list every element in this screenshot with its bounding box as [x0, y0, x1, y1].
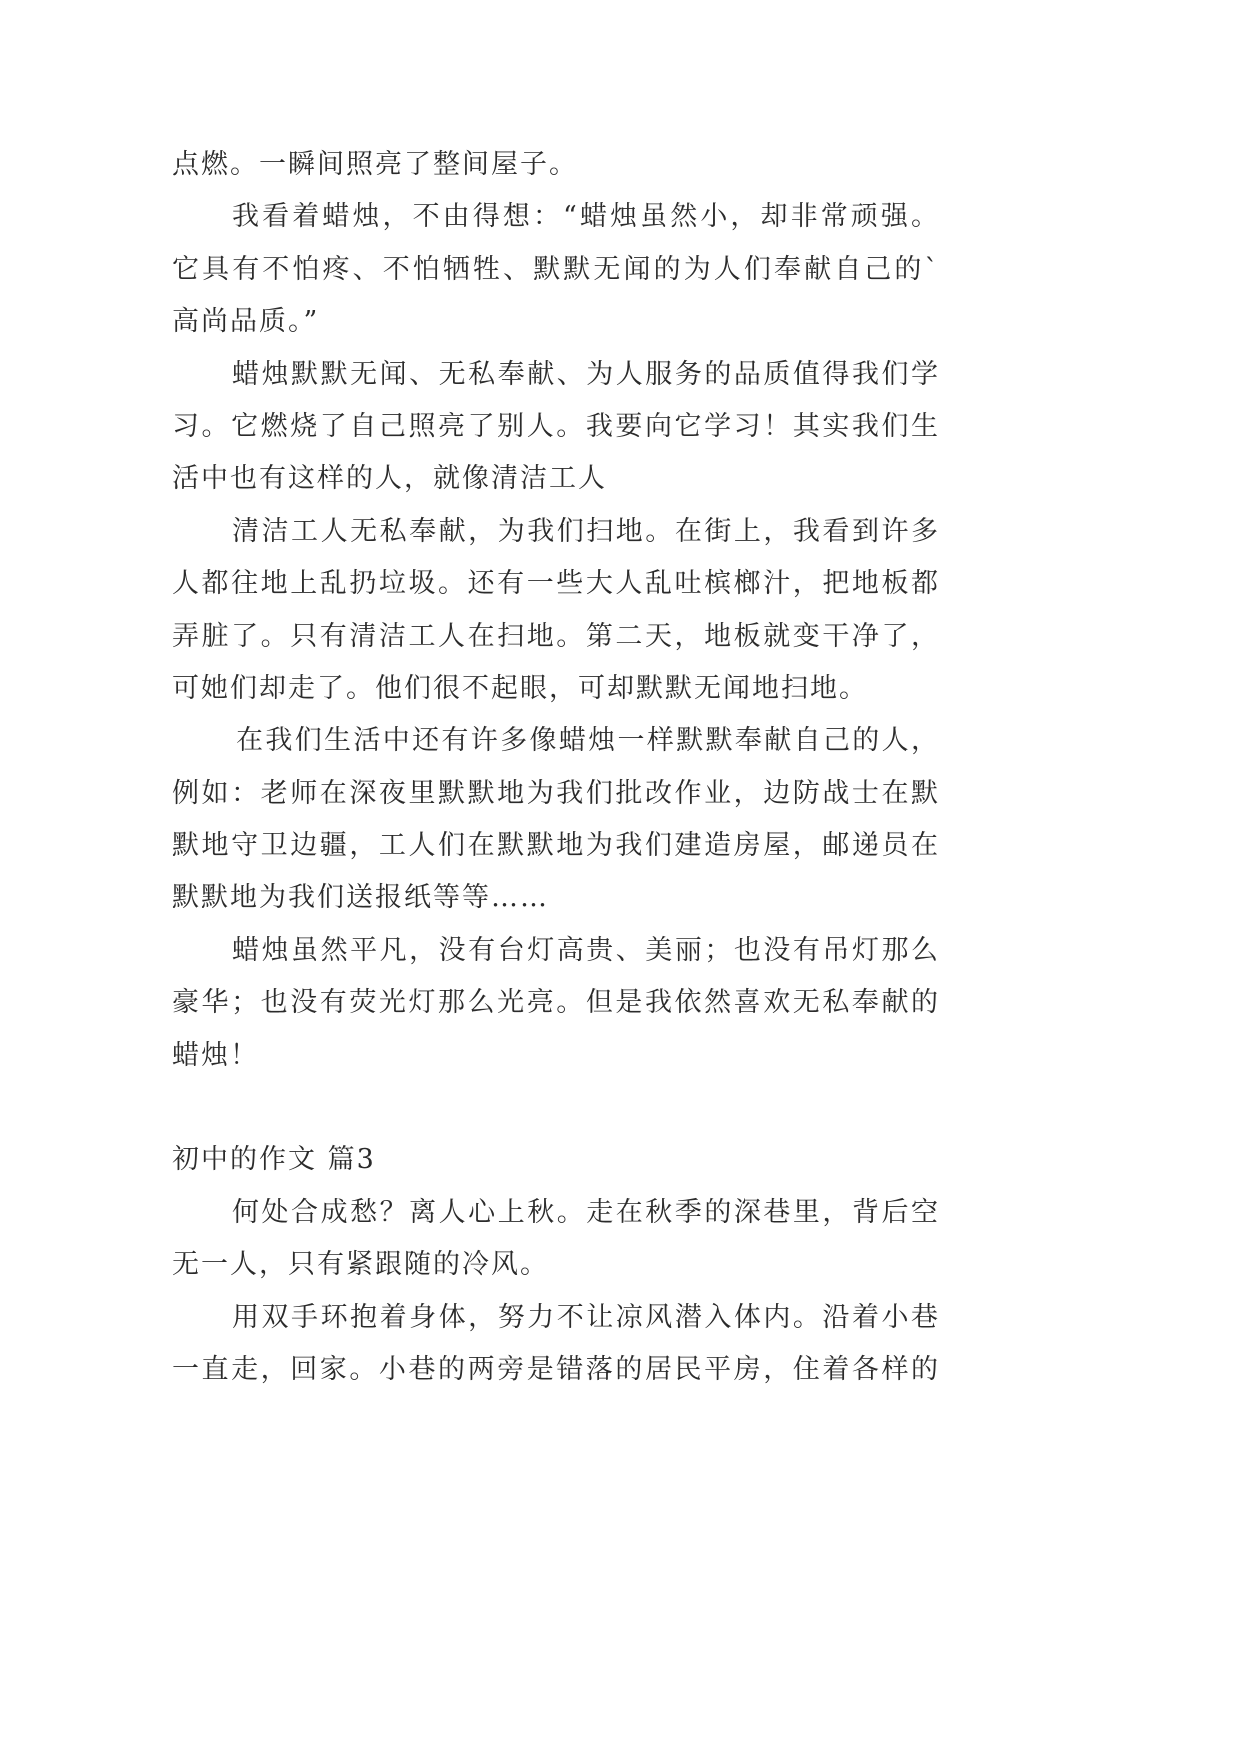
- paragraph: [172, 349, 940, 506]
- paragraph: [172, 1292, 940, 1397]
- paragraph: [172, 139, 940, 191]
- text-line: 何处合成愁？离人心上秋。走在秋季的深巷里，背后空: [232, 1196, 940, 1228]
- section-heading: 初中的作文 篇3: [172, 1144, 376, 1176]
- text-line: 默地守卫边疆，工人们在默默地为我们建造房屋，邮递员在: [172, 830, 940, 862]
- text-line: 默默地为我们送报纸等等……: [172, 882, 549, 914]
- paragraph: [172, 925, 940, 1082]
- text-line: 一直走，回家。小巷的两旁是错落的居民平房，住着各样的: [172, 1353, 940, 1385]
- text-line: 清洁工人无私奉献，为我们扫地。在街上，我看到许多: [232, 515, 940, 547]
- document-body: [172, 139, 940, 1396]
- text-line: 用双手环抱着身体，努力不让凉风潜入体内。沿着小巷: [232, 1301, 940, 1333]
- text-line: 弄脏了。只有清洁工人在扫地。第二天，地板就变干净了，: [172, 620, 940, 652]
- text-line: 习。它燃烧了自己照亮了别人。我要向它学习！其实我们生: [172, 410, 940, 442]
- text-line: 蜡烛默默无闻、无私奉献、为人服务的品质值得我们学: [232, 358, 940, 390]
- text-line: 活中也有这样的人，就像清洁工人: [172, 463, 607, 495]
- paragraph: [172, 715, 940, 925]
- text-line: 蜡烛！: [172, 1039, 259, 1071]
- paragraph: [172, 191, 940, 348]
- text-line: 蜡烛虽然平凡，没有台灯高贵、美丽；也没有吊灯那么: [232, 934, 940, 966]
- paragraph: [172, 506, 940, 716]
- text-line: 例如：老师在深夜里默默地为我们批改作业，边防战士在默: [172, 777, 940, 809]
- text-line: 人都往地上乱扔垃圾。还有一些大人乱吐槟榔汁，把地板都: [172, 568, 940, 600]
- text-line: 可她们却走了。他们很不起眼，可却默默无闻地扫地。: [172, 672, 868, 704]
- text-line: 它具有不怕疼、不怕牺牲、默默无闻的为人们奉献自己的`: [172, 253, 940, 285]
- text-line: 点燃。一瞬间照亮了整间屋子。: [172, 149, 578, 180]
- text-line: 高尚品质。”: [172, 306, 320, 338]
- text-line: 无一人，只有紧跟随的冷风。: [172, 1249, 549, 1281]
- text-line: 我看着蜡烛，不由得想：“蜡烛虽然小，却非常顽强。: [232, 201, 940, 233]
- text-line: 在我们生活中还有许多像蜡烛一样默默奉献自己的人，: [236, 725, 940, 757]
- paragraph: [172, 1187, 940, 1292]
- text-line: 豪华；也没有荧光灯那么光亮。但是我依然喜欢无私奉献的: [172, 987, 940, 1019]
